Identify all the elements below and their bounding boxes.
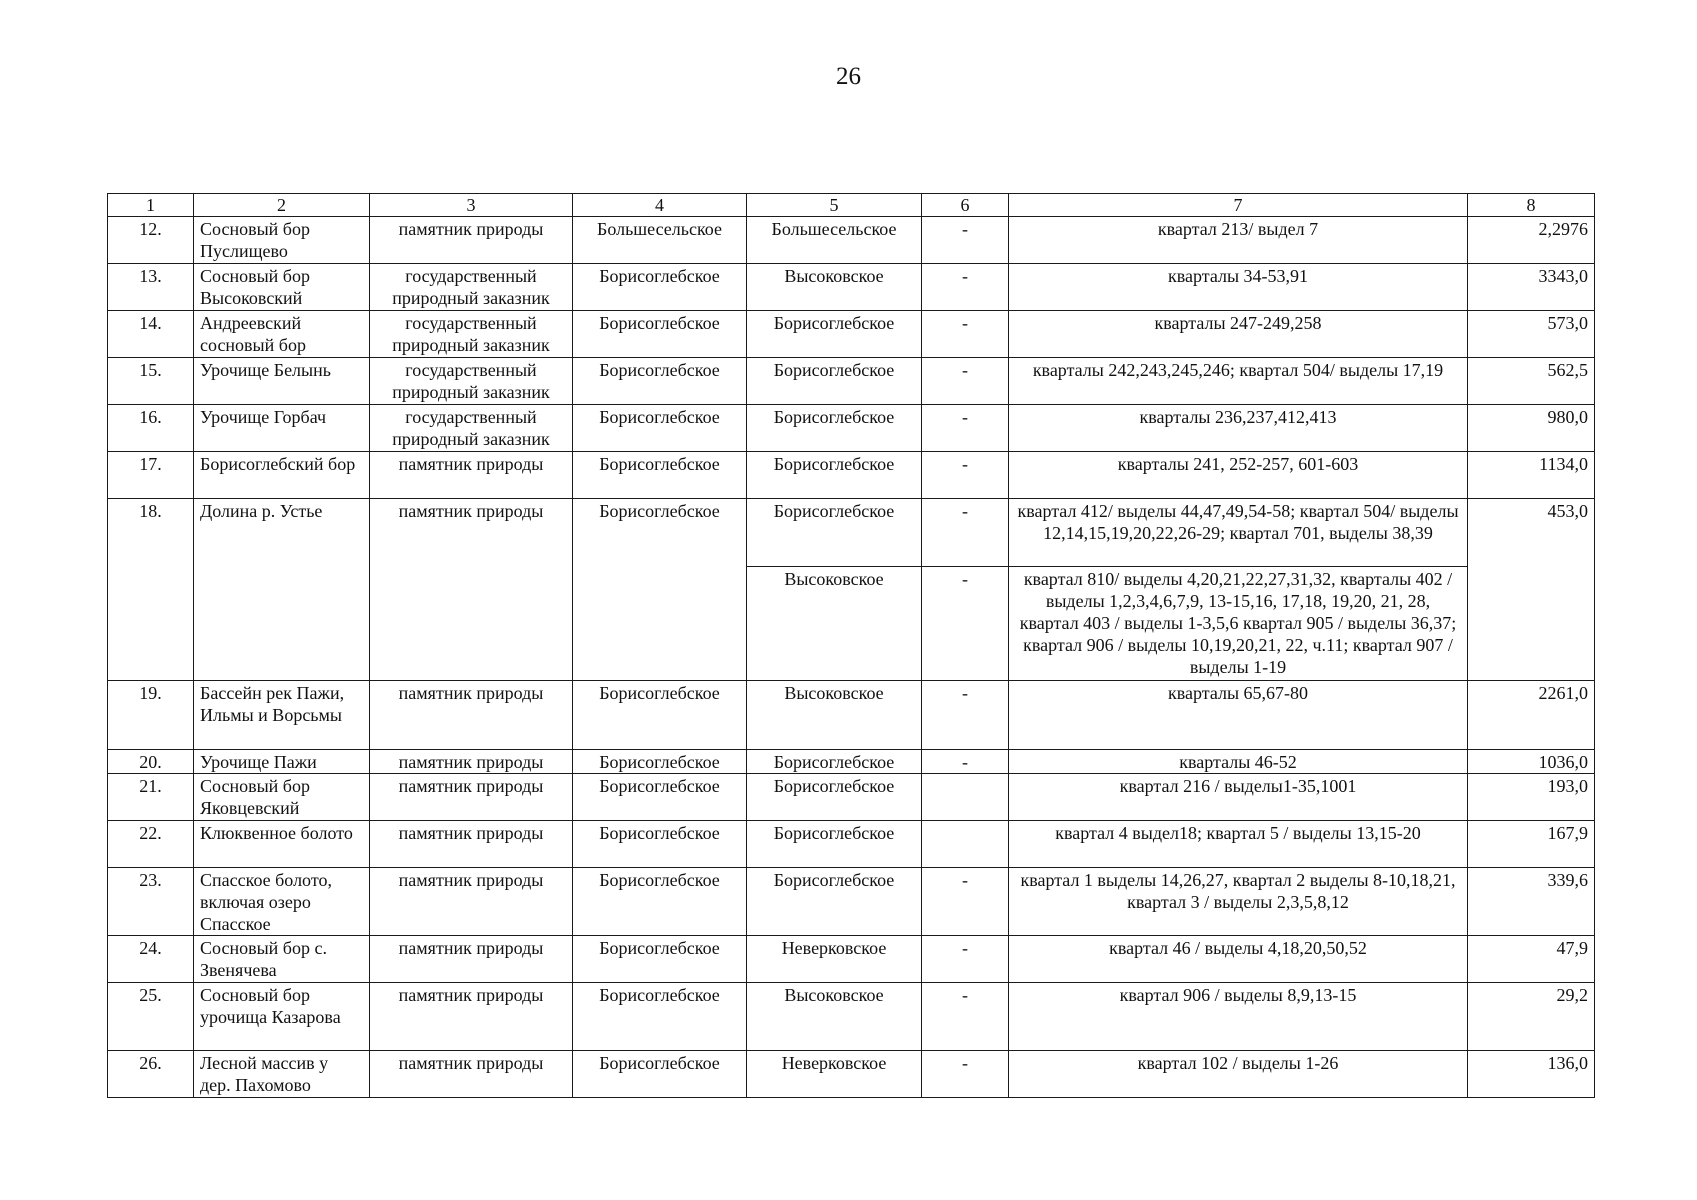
location: кварталы 242,243,245,246; квартал 504/ выделы 17,19 (1009, 358, 1468, 405)
column-6-value: - (922, 452, 1009, 499)
location: кварталы 34-53,91 (1009, 264, 1468, 311)
area-category: памятник природы (370, 452, 573, 499)
table-row (108, 821, 1595, 868)
area-name: Сосновый бор Яковцевский (194, 774, 370, 821)
table-row (108, 868, 1595, 936)
row-number: 26. (108, 1051, 194, 1098)
district: Борисоглебское (573, 358, 747, 405)
row-number: 22. (108, 821, 194, 868)
header-cell: 2 (194, 194, 370, 217)
column-6-value: - (922, 983, 1009, 1051)
area-name: Урочище Белынь (194, 358, 370, 405)
area-value: 29,2 (1468, 983, 1595, 1051)
area-category: памятник природы (370, 936, 573, 983)
column-6-value: - (922, 681, 1009, 750)
table-row (108, 452, 1595, 499)
column-6-value: - (922, 311, 1009, 358)
district: Борисоглебское (573, 452, 747, 499)
location: кварталы 65,67-80 (1009, 681, 1468, 750)
table-body (108, 217, 1595, 1098)
settlement: Высоковское (747, 264, 922, 311)
district: Борисоглебское (573, 1051, 747, 1098)
table-row (108, 405, 1595, 452)
column-6-value: - (922, 868, 1009, 936)
settlement: Борисоглебское (747, 774, 922, 821)
district: Борисоглебское (573, 499, 747, 681)
area-category: памятник природы (370, 499, 573, 681)
column-6-value: - (922, 499, 1009, 567)
area-category: памятник природы (370, 821, 573, 868)
area-category: памятник природы (370, 750, 573, 774)
area-category: памятник природы (370, 1051, 573, 1098)
district: Борисоглебское (573, 774, 747, 821)
area-category: государственный природный заказник (370, 405, 573, 452)
location: квартал 906 / выделы 8,9,13-15 (1009, 983, 1468, 1051)
row-number: 14. (108, 311, 194, 358)
row-number: 25. (108, 983, 194, 1051)
area-value: 573,0 (1468, 311, 1595, 358)
area-name: Андреевский сосновый бор (194, 311, 370, 358)
settlement: Высоковское (747, 983, 922, 1051)
row-number: 13. (108, 264, 194, 311)
district: Большесельское (573, 217, 747, 264)
row-number: 15. (108, 358, 194, 405)
table-row (108, 264, 1595, 311)
row-number: 21. (108, 774, 194, 821)
header-row (108, 194, 1595, 217)
area-value: 339,6 (1468, 868, 1595, 936)
settlement: Борисоглебское (747, 750, 922, 774)
table-header (108, 194, 1595, 217)
table-row (108, 681, 1595, 750)
header-cell: 6 (922, 194, 1009, 217)
row-number: 20. (108, 750, 194, 774)
column-6-value: - (922, 358, 1009, 405)
area-name: Долина р. Устье (194, 499, 370, 681)
column-6-value: - (922, 405, 1009, 452)
area-value: 47,9 (1468, 936, 1595, 983)
district: Борисоглебское (573, 311, 747, 358)
row-number: 17. (108, 452, 194, 499)
settlement: Высоковское (747, 681, 922, 750)
row-number: 23. (108, 868, 194, 936)
area-category: памятник природы (370, 983, 573, 1051)
area-category: памятник природы (370, 868, 573, 936)
area-name: Спасское болото, включая озеро Спасское (194, 868, 370, 936)
area-value: 193,0 (1468, 774, 1595, 821)
area-name: Лесной массив у дер. Пахомово (194, 1051, 370, 1098)
location: квартал 216 / выделы1-35,1001 (1009, 774, 1468, 821)
location: квартал 412/ выделы 44,47,49,54-58; квартал 504/ выделы 12,14,15,19,20,22,26-29; квартал 701, выделы 38,39 (1009, 499, 1468, 567)
table-row (108, 774, 1595, 821)
area-value: 562,5 (1468, 358, 1595, 405)
settlement: Борисоглебское (747, 868, 922, 936)
settlement: Борисоглебское (747, 499, 922, 567)
row-number: 19. (108, 681, 194, 750)
table-row (108, 936, 1595, 983)
header-cell: 8 (1468, 194, 1595, 217)
area-name: Сосновый бор Пуслищево (194, 217, 370, 264)
settlement: Борисоглебское (747, 821, 922, 868)
area-category: государственный природный заказник (370, 311, 573, 358)
area-category: памятник природы (370, 217, 573, 264)
location: квартал 810/ выделы 4,20,21,22,27,31,32, кварталы 402 / выделы 1,2,3,4,6,7,9, 13-15,16, 17,18, 19,20, 21, 28, квартал 403 / выделы 1-3,5,6 квартал 905 / выделы 36,37; квартал 906 / выделы 10,19,20,21, 22, ч.11; квартал 907 / выделы 1-19 (1009, 567, 1468, 681)
header-cell: 4 (573, 194, 747, 217)
area-value: 2,2976 (1468, 217, 1595, 264)
district: Борисоглебское (573, 405, 747, 452)
area-category: государственный природный заказник (370, 264, 573, 311)
header-cell: 3 (370, 194, 573, 217)
protected-areas-table (107, 193, 1595, 1098)
district: Борисоглебское (573, 821, 747, 868)
settlement: Неверковское (747, 936, 922, 983)
area-value: 1036,0 (1468, 750, 1595, 774)
table-row (108, 750, 1595, 774)
area-name: Клюквенное болото (194, 821, 370, 868)
area-name: Сосновый бор с. Звенячева (194, 936, 370, 983)
table-row (108, 983, 1595, 1051)
settlement: Борисоглебское (747, 452, 922, 499)
table-row (108, 499, 1595, 567)
area-value: 980,0 (1468, 405, 1595, 452)
column-6-value: - (922, 217, 1009, 264)
settlement: Высоковское (747, 567, 922, 681)
area-name: Урочище Пажи (194, 750, 370, 774)
row-number: 12. (108, 217, 194, 264)
area-category: памятник природы (370, 774, 573, 821)
location: квартал 4 выдел18; квартал 5 / выделы 13,15-20 (1009, 821, 1468, 868)
area-value: 2261,0 (1468, 681, 1595, 750)
page-number: 26 (836, 63, 861, 90)
table-row (108, 311, 1595, 358)
location: кварталы 236,237,412,413 (1009, 405, 1468, 452)
district: Борисоглебское (573, 264, 747, 311)
table-row (108, 1051, 1595, 1098)
district: Борисоглебское (573, 681, 747, 750)
header-cell: 1 (108, 194, 194, 217)
district: Борисоглебское (573, 983, 747, 1051)
location: кварталы 247-249,258 (1009, 311, 1468, 358)
location: кварталы 241, 252-257, 601-603 (1009, 452, 1468, 499)
column-6-value (922, 774, 1009, 821)
table-row (108, 358, 1595, 405)
location: кварталы 46-52 (1009, 750, 1468, 774)
location: квартал 46 / выделы 4,18,20,50,52 (1009, 936, 1468, 983)
area-category: государственный природный заказник (370, 358, 573, 405)
location: квартал 1 выделы 14,26,27, квартал 2 выделы 8-10,18,21, квартал 3 / выделы 2,3,5,8,12 (1009, 868, 1468, 936)
header-cell: 5 (747, 194, 922, 217)
area-name: Бассейн рек Пажи, Ильмы и Ворсьмы (194, 681, 370, 750)
area-value: 167,9 (1468, 821, 1595, 868)
area-value: 136,0 (1468, 1051, 1595, 1098)
district: Борисоглебское (573, 750, 747, 774)
location: квартал 102 / выделы 1-26 (1009, 1051, 1468, 1098)
area-name: Урочище Горбач (194, 405, 370, 452)
row-number: 16. (108, 405, 194, 452)
row-number: 18. (108, 499, 194, 681)
area-value: 1134,0 (1468, 452, 1595, 499)
area-value: 453,0 (1468, 499, 1595, 681)
district: Борисоглебское (573, 868, 747, 936)
column-6-value: - (922, 567, 1009, 681)
settlement: Большесельское (747, 217, 922, 264)
location: квартал 213/ выдел 7 (1009, 217, 1468, 264)
column-6-value: - (922, 750, 1009, 774)
row-number: 24. (108, 936, 194, 983)
area-name: Борисоглебский бор (194, 452, 370, 499)
column-6-value: - (922, 264, 1009, 311)
settlement: Борисоглебское (747, 405, 922, 452)
column-6-value: - (922, 936, 1009, 983)
area-name: Сосновый бор урочища Казарова (194, 983, 370, 1051)
area-category: памятник природы (370, 681, 573, 750)
settlement: Борисоглебское (747, 311, 922, 358)
column-6-value (922, 821, 1009, 868)
settlement: Борисоглебское (747, 358, 922, 405)
column-6-value: - (922, 1051, 1009, 1098)
area-value: 3343,0 (1468, 264, 1595, 311)
table-row (108, 217, 1595, 264)
settlement: Неверковское (747, 1051, 922, 1098)
area-name: Сосновый бор Высоковский (194, 264, 370, 311)
district: Борисоглебское (573, 936, 747, 983)
header-cell: 7 (1009, 194, 1468, 217)
